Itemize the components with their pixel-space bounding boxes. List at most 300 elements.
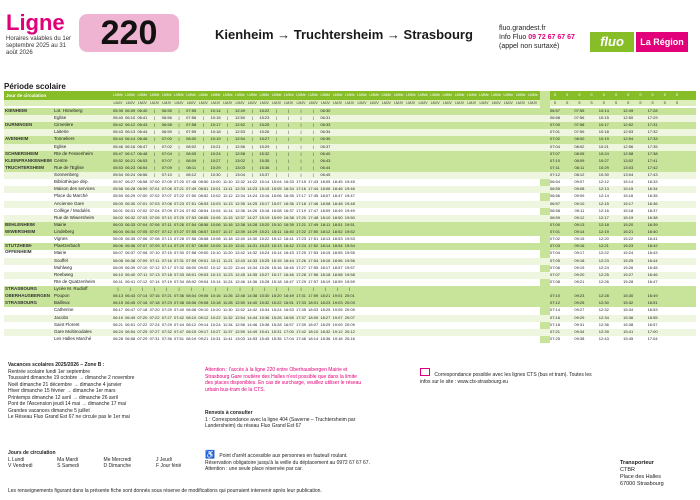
time-cell: 16:36 [283, 200, 294, 206]
time-cell: 17:28 [647, 108, 658, 113]
time-cell: 17:42 [647, 164, 658, 170]
time-cell: 12:56 [234, 143, 245, 149]
day-header: LMMe [174, 93, 184, 97]
time-cell: | [349, 286, 351, 292]
time-cell: 06:58 [161, 122, 172, 128]
day-header: LMMe [149, 93, 160, 97]
time-cell: 09:23 [574, 293, 585, 299]
time-cell: 07:25 [173, 214, 184, 220]
stop-name: Centre [54, 157, 68, 163]
info-phone[interactable]: 09 72 67 67 67 [528, 34, 575, 41]
time-cell: 19:05 [332, 307, 343, 313]
time-cell: 09:34 [574, 328, 585, 334]
time-cell: 14:28 [247, 221, 258, 227]
time-cell: 07:18 [161, 271, 172, 277]
time-cell: 14:34 [247, 264, 258, 270]
time-cell: 10:00 [210, 179, 221, 185]
time-cell: 07:23 [173, 200, 184, 206]
time-cell: 16:39 [283, 221, 294, 227]
time-cell: 12:50 [234, 115, 245, 121]
time-cell: 07:49 [186, 186, 197, 192]
time-cell: 09:04 [198, 278, 209, 284]
time-cell: 05:59 [112, 193, 123, 199]
time-cell: 18:57 [332, 264, 343, 270]
time-cell: 06:35 [320, 136, 331, 142]
commune-label: TRUCHTERSHEIM [5, 164, 44, 170]
time-cell: 08:02 [574, 143, 585, 149]
time-cell: 17:18 [295, 200, 306, 206]
stop-name: Place du Marché [54, 193, 88, 199]
time-cell: 06:39 [125, 264, 136, 270]
time-cell: 07:26 [173, 221, 184, 227]
time-cell: 11:19 [222, 243, 233, 249]
commune-label [4, 265, 55, 271]
time-cell: 07:12 [549, 300, 560, 306]
time-cell: 07:11 [137, 271, 148, 277]
time-cell: 19:52 [344, 229, 355, 235]
time-cell: 10:14 [210, 108, 221, 113]
time-cell: 09:19 [574, 264, 585, 270]
time-cell: 09:11 [574, 207, 585, 213]
time-cell: 15:22 [271, 300, 282, 306]
time-cell: | [227, 122, 229, 128]
time-cell: 12:26 [598, 278, 609, 284]
day-header: LMMe [454, 93, 465, 97]
time-cell: 18:51 [332, 221, 343, 227]
time-cell: 07:24 [149, 321, 160, 327]
time-cell: 07:20 [173, 179, 184, 185]
time-cell: 11:26 [222, 293, 233, 299]
time-cell: 06:53 [137, 157, 148, 163]
time-cell: 06:23 [125, 164, 136, 170]
time-cell: 06:32 [125, 214, 136, 220]
time-cell: 07:27 [161, 314, 172, 320]
day-header: LMMe [320, 93, 331, 97]
time-cell: 06:30 [125, 200, 136, 206]
time-cell: 06:10 [112, 271, 123, 277]
time-cell: 09:16 [574, 243, 585, 249]
time-cell: | [288, 286, 290, 292]
time-cell: 12:38 [234, 221, 245, 227]
time-cell: 17:00 [647, 328, 658, 334]
time-cell: | [202, 172, 204, 178]
time-cell: 18:32 [320, 328, 331, 334]
time-cell: | [154, 164, 156, 170]
time-cell: 17:53 [308, 250, 319, 256]
day-sub-header: S [614, 101, 618, 105]
time-cell: 14:32 [247, 250, 258, 256]
pmr-text: Point d'arrêt accessible aux personnes en fauteuil roulant. Réservation obligatoire jusqu'à la veille du déplacement au 0972 67 67 67. Attention : une seule place réservée par car. [205, 453, 370, 472]
time-cell: | [227, 143, 229, 149]
time-cell: | [300, 172, 302, 178]
time-cell: 12:36 [234, 207, 245, 213]
time-cell: 10:24 [598, 150, 609, 156]
time-cell: 12:40 [234, 236, 245, 242]
time-cell: 06:31 [320, 115, 331, 121]
time-cell: 18:18 [320, 271, 331, 277]
time-cell: 15:36 [259, 314, 270, 320]
time-cell: 12:43 [598, 335, 609, 341]
time-cell: 08:11 [574, 164, 585, 170]
time-cell: 18:15 [320, 250, 331, 256]
day-header: S [602, 93, 605, 97]
time-cell: | [202, 143, 204, 149]
time-cell: 08:12 [186, 321, 197, 327]
time-cell: 15:45 [259, 335, 270, 341]
time-cell: | [178, 157, 180, 163]
time-cell: 17:44 [308, 186, 319, 192]
time-cell: | [312, 129, 314, 135]
day-header: LMMe [271, 93, 282, 97]
stop-name: Rte de Fessenheim [54, 150, 94, 156]
day-sub-header: S [578, 101, 581, 105]
time-cell: 06:41 [137, 115, 148, 121]
time-cell: 19:58 [344, 271, 355, 277]
time-cell: | [276, 136, 278, 142]
time-cell: 13:02 [234, 157, 245, 163]
time-cell: 06:05 [112, 236, 123, 242]
vacances-list [8, 369, 198, 415]
time-cell [549, 286, 561, 292]
time-cell: 07:29 [173, 243, 184, 249]
vacances-line: Grandes vacances dimanche 5 juillet [8, 407, 90, 414]
time-cell: 15:35 [259, 157, 270, 163]
time-cell: 18:07 [308, 321, 319, 327]
time-cell: 14:22 [247, 179, 258, 185]
time-cell: 08:09 [574, 157, 585, 163]
time-cell: 07:59 [186, 129, 197, 135]
time-cell: 12:54 [234, 136, 245, 142]
time-cell: 08:51 [198, 186, 209, 192]
commune-label: DURNINGEN [5, 122, 33, 128]
time-cell: 10:24 [210, 321, 221, 327]
time-cell: 14:29 [247, 229, 258, 235]
day-sub-header: LMJV [418, 101, 428, 105]
time-cell: 16:47 [283, 278, 294, 284]
reseau-note: Le Réseau Fluo Grand Est 67 ne circule pas le 1er mai [8, 414, 130, 420]
time-cell: 12:50 [623, 115, 634, 121]
time-cell: | [239, 286, 241, 292]
time-cell: 10:13 [210, 271, 221, 277]
day-header: LMMe [344, 93, 355, 97]
time-cell: 10:02 [210, 193, 221, 199]
time-cell: 07:56 [186, 236, 197, 242]
stop-name: Bailleux [54, 300, 70, 306]
grand-est-logo: La Région Grand Est [636, 32, 688, 52]
time-cell: 07:21 [161, 293, 172, 299]
time-cell: 07:14 [161, 243, 172, 249]
time-cell: 06:47 [125, 307, 136, 313]
time-cell: 15:26 [271, 314, 282, 320]
vacances-line: Toussaint dimanche 19 octobre → dimanche 2 novembre [8, 375, 135, 381]
time-cell: 16:49 [647, 293, 658, 299]
time-cell: | [288, 157, 290, 163]
stop-name: Lycée M. Rudloff [54, 286, 88, 292]
time-cell: 11:12 [222, 193, 233, 199]
day-sub-header: LMJV [381, 101, 391, 105]
time-cell: 13:03 [234, 335, 245, 341]
time-cell: | [154, 115, 156, 121]
day-sub-header: LMJV [369, 101, 379, 105]
commune-label [4, 129, 55, 135]
stop-name: Tonneliers [54, 136, 75, 142]
time-cell: 11:17 [222, 229, 233, 235]
time-cell: | [154, 157, 156, 163]
time-cell: 06:28 [112, 335, 123, 341]
vacances-block [8, 362, 198, 414]
day-header: LMMe [222, 93, 233, 97]
time-cell: 06:54 [549, 179, 560, 185]
time-cell: 06:49 [125, 314, 136, 320]
time-cell: 11:32 [222, 314, 233, 320]
time-cell: 14:44 [247, 314, 258, 320]
time-cell: 07:31 [173, 257, 184, 263]
time-cell: 12:49 [234, 108, 245, 113]
time-cell: 07:00 [137, 193, 148, 199]
time-cell: 10:16 [210, 293, 221, 299]
time-cell: 18:17 [320, 264, 331, 270]
time-cell: 17:50 [308, 229, 319, 235]
day-sub-header: LMJV [235, 101, 245, 105]
time-cell: 07:23 [161, 300, 172, 306]
time-cell: 16:51 [647, 300, 658, 306]
time-cell: 09:12 [574, 214, 585, 220]
time-cell: 07:20 [137, 314, 148, 320]
time-cell: 18:06 [320, 186, 331, 192]
time-cell: 14:25 [247, 200, 258, 206]
stop-name: Mairie [54, 221, 67, 227]
time-cell: 06:57 [549, 200, 560, 206]
transporteur-lines [620, 467, 664, 488]
time-cell: 10:17 [210, 122, 221, 128]
day-header: S [578, 93, 581, 97]
time-cell: 07:00 [161, 136, 172, 142]
time-cell: 10:27 [210, 328, 221, 334]
time-cell: 15:18 [259, 207, 270, 213]
day-header: LMMe [332, 93, 343, 97]
day-header: LMMe [357, 93, 367, 97]
day-header: S [627, 93, 630, 97]
time-cell: 15:28 [259, 278, 270, 284]
time-cell: 06:15 [112, 300, 123, 306]
time-cell: 07:06 [137, 236, 148, 242]
time-cell: 06:45 [320, 172, 331, 178]
time-cell: 15:41 [623, 328, 634, 334]
time-cell: 07:09 [161, 207, 172, 213]
time-cell: 18:29 [320, 321, 331, 327]
time-cell: 17:22 [295, 229, 306, 235]
time-cell: 16:53 [283, 307, 294, 313]
time-cell: 09:21 [574, 278, 585, 284]
time-cell: 12:22 [598, 250, 609, 256]
time-cell: 17:23 [295, 236, 306, 242]
time-cell: 06:40 [137, 108, 148, 113]
time-cell: 13:04 [623, 172, 634, 178]
time-cell: 19:51 [344, 221, 355, 227]
time-cell: 12:14 [598, 193, 609, 199]
time-cell: 18:58 [332, 271, 343, 277]
time-cell: 15:22 [259, 236, 270, 242]
commune-label [4, 186, 55, 192]
time-cell: 15:37 [259, 172, 270, 178]
time-cell: 09:10 [198, 307, 209, 313]
time-cell: 15:38 [259, 321, 270, 327]
website-link[interactable]: fluo.grandest.fr [499, 25, 546, 32]
time-cell: 15:05 [271, 186, 282, 192]
time-cell: | [154, 143, 156, 149]
time-cell: 19:55 [344, 250, 355, 256]
stop-name: Lindeberg [54, 229, 75, 235]
day-sub-header: S [566, 101, 569, 105]
time-cell: 15:27 [259, 136, 270, 142]
time-cell: 15:41 [259, 328, 270, 334]
time-cell: 09:17 [574, 250, 585, 256]
time-cell: 06:08 [112, 257, 123, 263]
time-cell: 07:11 [161, 221, 172, 227]
time-cell: 06:57 [549, 108, 560, 113]
time-cell: 10:03 [210, 200, 221, 206]
time-cell [573, 286, 585, 292]
time-cell: 17:28 [295, 271, 306, 277]
time-cell: 14:36 [247, 278, 258, 284]
time-cell: 17:59 [308, 293, 319, 299]
corner-label: Jour de circulation [6, 93, 47, 98]
time-cell: 12:37 [234, 214, 245, 220]
time-cell: 17:15 [295, 179, 306, 185]
time-cell: | [300, 136, 302, 142]
time-cell: 19:56 [344, 257, 355, 263]
time-cell: 07:07 [161, 157, 172, 163]
time-cell: 06:51 [125, 321, 136, 327]
day-header: S [566, 93, 569, 97]
time-cell: 07:08 [149, 236, 160, 242]
time-cell: 07:58 [186, 250, 197, 256]
stop-name: Lot. Hüneberg [54, 108, 83, 113]
commune-label [4, 115, 55, 121]
time-cell: 15:22 [259, 108, 270, 113]
time-cell: 08:54 [198, 207, 209, 213]
time-cell: 06:40 [125, 271, 136, 277]
period-title: Période scolaire [4, 82, 66, 91]
time-cell: 16:43 [283, 250, 294, 256]
time-cell: 07:29 [137, 335, 148, 341]
time-cell: 17:29 [647, 115, 658, 121]
time-cell: 15:16 [259, 193, 270, 199]
time-cell: | [178, 143, 180, 149]
time-cell: 12:16 [598, 207, 609, 213]
time-cell: 15:30 [259, 293, 270, 299]
time-cell: 09:08 [574, 186, 585, 192]
time-cell: 18:13 [320, 236, 331, 242]
stop-name: Bibliothèque dép. [54, 179, 89, 185]
time-cell: | [178, 122, 180, 128]
time-cell: 07:03 [549, 243, 560, 249]
time-cell: 12:48 [234, 293, 245, 299]
time-cell: 16:36 [647, 200, 658, 206]
day-sub-header: S [675, 101, 679, 105]
time-cell: 07:04 [161, 150, 172, 156]
time-cell: 15:23 [259, 115, 270, 121]
time-cell: 12:21 [598, 243, 609, 249]
time-cell: 17:47 [308, 207, 319, 213]
day-sub-header: LMJV [467, 101, 477, 105]
time-cell: 07:08 [549, 278, 560, 284]
day-sub-header: LMJV [198, 101, 208, 105]
time-cell: 08:02 [186, 143, 197, 149]
commune-label: SCHNERSHEIM [5, 150, 39, 156]
time-cell: | [227, 286, 229, 292]
time-cell: | [178, 129, 180, 135]
day-sub-header: LMJV [320, 101, 330, 105]
time-cell: 10:19 [210, 136, 221, 142]
time-cell [598, 286, 610, 292]
jour-legend-item: L Lundi [8, 456, 25, 463]
commune-label: KIENHEIM [5, 108, 28, 113]
time-cell: 07:59 [574, 129, 585, 135]
time-cell: 07:04 [549, 143, 560, 149]
time-cell: 17:46 [295, 335, 306, 341]
time-cell: 17:48 [308, 214, 319, 220]
fluo-logo: fluo [590, 32, 634, 52]
time-cell: 06:36 [125, 243, 136, 249]
time-cell: 07:21 [549, 328, 560, 334]
time-cell: 09:01 [198, 257, 209, 263]
time-cell: 06:44 [320, 164, 331, 170]
time-cell: 15:21 [259, 229, 270, 235]
time-cell: | [202, 115, 204, 121]
time-cell: 17:37 [295, 314, 306, 320]
time-cell: 07:55 [186, 229, 197, 235]
time-cell: 07:07 [161, 193, 172, 199]
time-cell: 06:59 [549, 214, 560, 220]
time-cell: 07:47 [173, 328, 184, 334]
time-cell: | [288, 136, 290, 142]
day-header: LMMe [405, 93, 416, 97]
time-cell: 07:09 [161, 164, 172, 170]
time-cell: 18:53 [332, 236, 343, 242]
time-cell: 18:14 [320, 243, 331, 249]
time-cell: | [251, 164, 253, 170]
time-cell: 06:29 [125, 193, 136, 199]
time-cell: 15:18 [623, 207, 634, 213]
time-cell: 15:21 [623, 229, 634, 235]
time-cell: 12:33 [234, 186, 245, 192]
time-cell: 07:17 [161, 264, 172, 270]
time-cell: 06:43 [137, 122, 148, 128]
day-header: LMMe [503, 93, 514, 97]
time-cell: 16:57 [283, 321, 294, 327]
time-cell: 16:34 [647, 186, 658, 192]
time-cell: | [227, 157, 229, 163]
time-cell: | [251, 129, 253, 135]
time-cell: 14:42 [247, 307, 258, 313]
time-cell: 18:23 [320, 300, 331, 306]
time-cell: 07:59 [186, 257, 197, 263]
time-cell: 06:19 [112, 314, 123, 320]
commune-label: STRASBOURG [5, 300, 38, 306]
day-header: LMMe [369, 93, 380, 97]
day-sub-header: LMJV [503, 101, 513, 105]
time-cell: 06:58 [549, 115, 560, 121]
time-cell: | [300, 164, 302, 170]
time-cell: 07:21 [173, 186, 184, 192]
time-cell: 06:01 [112, 207, 123, 213]
time-cell: | [263, 286, 265, 292]
time-cell: 18:03 [308, 307, 319, 313]
time-cell: 07:04 [137, 221, 148, 227]
time-cell: | [178, 172, 180, 178]
time-cell: 07:42 [173, 314, 184, 320]
